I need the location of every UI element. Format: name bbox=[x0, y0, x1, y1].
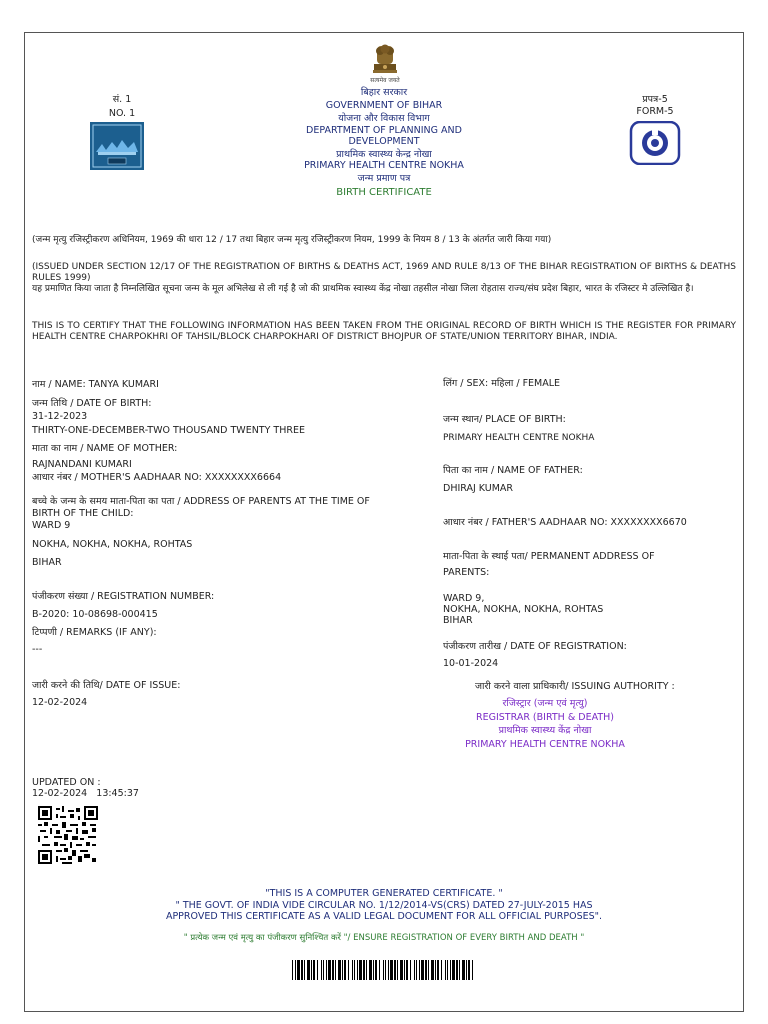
crs-logo-icon bbox=[628, 121, 682, 165]
authority-line-3: प्राथमिक स्वास्थ्य केंद्र नोखा bbox=[498, 725, 592, 736]
mother-aadhaar: आधार नंबर / MOTHER'S AADHAAR NO: XXXXXXXX6664 bbox=[32, 472, 282, 483]
cert-hindi: जन्म प्रमाण पत्र bbox=[357, 173, 411, 184]
address-line-1: WARD 9 bbox=[32, 520, 71, 531]
child-name: नाम / NAME: TANYA KUMARI bbox=[32, 379, 159, 390]
emblem-motto: सत्यमेव जयते bbox=[370, 77, 400, 84]
ashoka-emblem-icon bbox=[368, 42, 402, 78]
reg-no-label: पंजीकरण संख्या / REGISTRATION NUMBER: bbox=[32, 591, 215, 602]
perm-address-label-2: PARENTS: bbox=[443, 567, 490, 578]
right-form-hindi: प्रपत्र-5 bbox=[642, 94, 668, 105]
address-line-2: NOKHA, NOKHA, NOKHA, ROHTAS bbox=[32, 539, 193, 550]
father-name: DHIRAJ KUMAR bbox=[443, 483, 514, 494]
issue-date: 12-02-2024 bbox=[32, 697, 88, 708]
perm-address-line-2: NOKHA, NOKHA, NOKHA, ROHTAS bbox=[443, 604, 604, 615]
qr-code-icon bbox=[38, 806, 98, 864]
dept-hindi: योजना और विकास विभाग bbox=[338, 113, 430, 124]
issued-hindi: (जन्म मृत्यु रजिस्ट्रीकरण अधिनियम, 1969 की धारा 12 / 17 तथा बिहार जन्म मृत्यु रजिस्ट्रीकरण नियम, 1999 के नियम 8 / 13 के अंतर्गत जारी किया गया) bbox=[32, 235, 552, 245]
perm-address-line-1: WARD 9, bbox=[443, 593, 485, 604]
perm-address-label-1: माता-पिता के स्थाई पता/ PERMANENT ADDRESS OF bbox=[443, 551, 655, 562]
cert-title: BIRTH CERTIFICATE bbox=[336, 187, 432, 198]
footer-line-2: " THE GOVT. OF INDIA VIDE CIRCULAR NO. 1/12/2014-VS(CRS) DATED 27-JULY-2015 HAS bbox=[175, 900, 593, 911]
mother-name: RAJNANDANI KUMARI bbox=[32, 459, 132, 470]
dob-label: जन्म तिथि / DATE OF BIRTH: bbox=[32, 398, 152, 409]
footer-line-1: "THIS IS A COMPUTER GENERATED CERTIFICATE. " bbox=[265, 888, 503, 899]
reg-no-value: B-2020: 10-08698-000415 bbox=[32, 609, 158, 620]
mother-label: माता का नाम / NAME OF MOTHER: bbox=[32, 443, 178, 454]
dept-eng: DEPARTMENT OF PLANNING AND DEVELOPMENT bbox=[306, 125, 462, 147]
authority-line-2: REGISTRAR (BIRTH & DEATH) bbox=[476, 712, 614, 723]
father-aadhaar: आधार नंबर / FATHER'S AADHAAR NO: XXXXXXXX6670 bbox=[443, 517, 687, 528]
remarks-value: --- bbox=[32, 644, 43, 655]
certify-eng: THIS IS TO CERTIFY THAT THE FOLLOWING INFORMATION HAS BEEN TAKEN FROM THE ORIGINAL RECORD OF BIRTH WHICH IS THE REGISTER FOR PRIMARY HEALTH CENTRE CHARPOKHRI OF TAHSIL/BLOCK CHARPOKHARI OF DISTRICT BHOJPUR OF STATE/UNION TERRITORY BIHAR, INDIA. bbox=[32, 321, 736, 342]
place-value: PRIMARY HEALTH CENTRE NOKHA bbox=[443, 433, 595, 443]
centre-hindi: प्राथमिक स्वास्थ्य केन्द्र नोखा bbox=[336, 149, 432, 160]
address-line-3: BIHAR bbox=[32, 557, 62, 568]
footer-line-3: APPROVED THIS CERTIFICATE AS A VALID LEGAL DOCUMENT FOR ALL OFFICIAL PURPOSES". bbox=[165, 911, 603, 922]
authority-line-1: रजिस्ट्रार (जन्म एवं मृत्यु) bbox=[502, 698, 588, 709]
updated-label: UPDATED ON : bbox=[32, 777, 101, 788]
left-no-eng: NO. 1 bbox=[108, 108, 136, 119]
remarks-label: टिप्पणी / REMARKS (IF ANY): bbox=[32, 627, 157, 638]
authority-line-4: PRIMARY HEALTH CENTRE NOKHA bbox=[465, 739, 625, 750]
issue-label: जारी करने की तिथि/ DATE OF ISSUE: bbox=[32, 680, 181, 691]
reg-date-label: पंजीकरण तारीख / DATE OF REGISTRATION: bbox=[443, 641, 627, 652]
footer-line-4: " प्रत्येक जन्म एवं मृत्यु का पंजीकरण सुनिश्चित करें "/ ENSURE REGISTRATION OF EVERY BIRTH AND DEATH " bbox=[183, 933, 585, 943]
place-label: जन्म स्थान/ PLACE OF BIRTH: bbox=[443, 414, 566, 425]
address-label: बच्चे के जन्म के समय माता-पिता का पता / ADDRESS OF PARENTS AT THE TIME OF BIRTH OF THE CHILD: bbox=[32, 496, 370, 519]
state-hindi: बिहार सरकार bbox=[360, 87, 408, 98]
centre-eng: PRIMARY HEALTH CENTRE NOKHA bbox=[304, 160, 464, 171]
dob-words: THIRTY-ONE-DECEMBER-TWO THOUSAND TWENTY THREE bbox=[32, 425, 305, 436]
father-label: पिता का नाम / NAME OF FATHER: bbox=[443, 465, 583, 476]
right-form-eng: FORM-5 bbox=[636, 106, 674, 117]
left-no-hindi: सं. 1 bbox=[112, 94, 132, 105]
state-eng: GOVERNMENT OF BIHAR bbox=[325, 100, 443, 111]
updated-value: 12-02-2024 13:45:37 bbox=[32, 788, 139, 799]
authority-label: जारी करने वाला प्राधिकारी/ ISSUING AUTHORITY : bbox=[475, 681, 675, 692]
barcode-icon bbox=[292, 960, 478, 980]
perm-address-line-3: BIHAR bbox=[443, 615, 473, 626]
issued-eng: (ISSUED UNDER SECTION 12/17 OF THE REGISTRATION OF BIRTHS & DEATHS ACT, 1969 AND RULE 8/13 OF THE BIHAR REGISTRATION OF BIRTHS & DEATHS RULES 1999) bbox=[32, 262, 736, 283]
dob-value: 31-12-2023 bbox=[32, 411, 88, 422]
bihar-logo-icon bbox=[90, 122, 144, 170]
sex-field: लिंग / SEX: महिला / FEMALE bbox=[443, 378, 561, 389]
reg-date-value: 10-01-2024 bbox=[443, 658, 499, 669]
certify-hindi: यह प्रमाणित किया जाता है निम्नलिखित सूचना जन्म के मूल अभिलेख से ली गई है जो की प्राथमिक स्वास्थ्य केंद्र नोखा तहसील नोखा जिला रोहतास राज्य/संघ प्रदेश बिहार, भारत के रजिस्टर मे उल्लिखित है। bbox=[32, 284, 694, 294]
